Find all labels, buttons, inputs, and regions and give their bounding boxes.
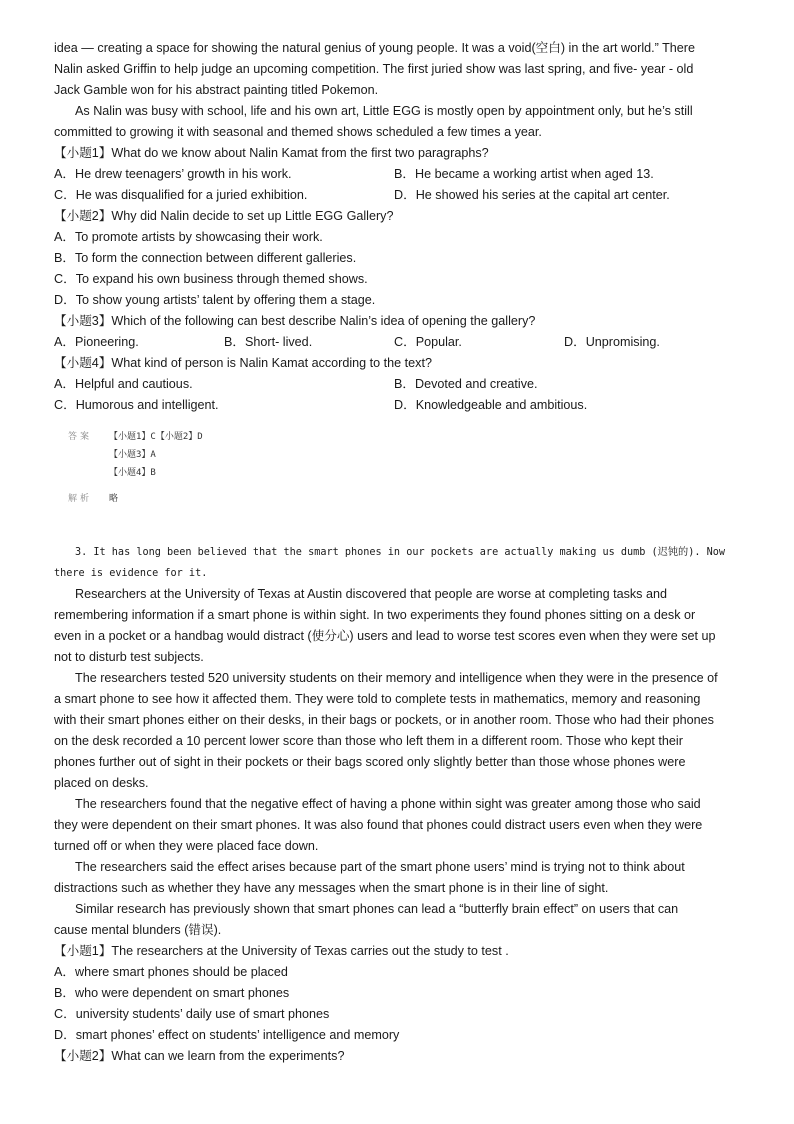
text-line: The researchers tested 520 university students on their memory and intelligence when they were in the presence of: [75, 671, 718, 685]
text-line: remembering information if a smart phone is within sight. In two experiments they found phones sitting on a desk or: [54, 608, 696, 622]
option-b: B．To form the connection between different galleries.: [54, 251, 357, 265]
option-c: C．Popular.: [394, 335, 462, 349]
option-a: A．He drew teenagers’ growth in his work.: [54, 167, 292, 181]
option-b: B．He became a working artist when aged 13.: [394, 167, 654, 181]
passage-3-question-1: [54, 941, 744, 1046]
text-line: Nalin asked Griffin to help judge an upcoming competition. The first juried show was last spring, and five- year - old: [54, 62, 694, 76]
text-line: The researchers said the effect arises because part of the smart phone users’ mind is trying not to think about: [75, 860, 685, 874]
answer-line: 【小题1】C【小题2】D: [109, 432, 203, 442]
answer-block: [54, 425, 744, 513]
text-line: As Nalin was busy with school, life and his own art, Little EGG is mostly open by appointment only, but he’s still: [75, 104, 693, 118]
question-stem: 【小题3】Which of the following can best describe Nalin’s idea of opening the gallery?: [54, 314, 536, 328]
text-line: Researchers at the University of Texas at Austin discovered that people are worse at completing tasks and: [75, 587, 667, 601]
passage-3-body: [54, 584, 744, 941]
question-1: [54, 143, 744, 206]
passage-tail: [54, 38, 744, 143]
heading-line: there is evidence for it.: [54, 568, 208, 579]
answer-line: 【小题4】B: [109, 468, 156, 478]
question-stem: 【小题4】What kind of person is Nalin Kamat according to the text?: [54, 356, 432, 370]
option-a: A．where smart phones should be placed: [54, 965, 288, 979]
question-stem: 【小题2】What can we learn from the experiments?: [54, 1049, 345, 1063]
option-b: B．Devoted and creative.: [394, 377, 538, 391]
question-4: [54, 353, 744, 416]
question-stem: 【小题1】What do we know about Nalin Kamat from the first two paragraphs?: [54, 146, 489, 160]
text-line: they were dependent on their smart phones. It was also found that phones could distract users even when they were: [54, 818, 703, 832]
option-b: B．Short- lived.: [224, 335, 313, 349]
text-line: committed to growing it with seasonal and themed shows scheduled a few times a year.: [54, 125, 542, 139]
text-line: a smart phone to see how it affected them. They were told to complete tests in mathematics, memory and reasoning: [54, 692, 701, 706]
answer-line: 【小题3】A: [109, 450, 156, 460]
option-d: D．Knowledgeable and ambitious.: [394, 398, 588, 412]
option-d: D．To show young artists’ talent by offering them a stage.: [54, 293, 376, 307]
text-line: The researchers found that the negative effect of having a phone within sight was greater among those who said: [75, 797, 701, 811]
option-c: C．He was disqualified for a juried exhibition.: [54, 188, 308, 202]
text-line: distractions such as whether they have any messages when the smart phone is in their line of sight.: [54, 881, 609, 895]
option-c: C．Humorous and intelligent.: [54, 398, 219, 412]
passage-3-heading: [54, 542, 744, 584]
answer-label: 答案: [68, 432, 93, 442]
heading-line: 3. It has long been believed that the smart phones in our pockets are actually making us dumb (迟钝的). Now: [75, 547, 726, 558]
text-line: even in a pocket or a handbag would distract (使分心) users and lead to worse test scores even when they were set up: [54, 629, 716, 643]
text-line: Jack Gamble won for his abstract painting titled Pokemon.: [54, 83, 379, 97]
text-line: idea — creating a space for showing the natural genius of young people. It was a void(空白) in the art world.” There: [54, 41, 695, 55]
text-line: on the desk recorded a 10 percent lower score than those who left them in a different room. Those who kept their: [54, 734, 683, 748]
option-a: A．Pioneering.: [54, 335, 139, 349]
question-2: [54, 206, 744, 311]
option-c: C．university students’ daily use of smart phones: [54, 1007, 330, 1021]
analysis-text: 略: [109, 494, 119, 504]
option-a: A．To promote artists by showcasing their work.: [54, 230, 323, 244]
option-b: B．who were dependent on smart phones: [54, 986, 290, 1000]
passage-3-question-2: [54, 1046, 744, 1067]
text-line: turned off or when they were placed face down.: [54, 839, 319, 853]
text-line: not to disturb test subjects.: [54, 650, 204, 664]
question-3: [54, 311, 744, 353]
text-line: cause mental blunders (错误).: [54, 923, 222, 937]
text-line: Similar research has previously shown that smart phones can lead a “butterfly brain effect” on users that can: [75, 902, 679, 916]
text-line: phones further out of sight in their pockets or their bags scored only slightly better than those whose phones were: [54, 755, 686, 769]
document-page: [54, 38, 744, 1067]
option-a: A．Helpful and cautious.: [54, 377, 193, 391]
option-d: D．Unpromising.: [564, 335, 660, 349]
text-line: placed on desks.: [54, 776, 149, 790]
analysis-label: 解析: [68, 494, 93, 504]
question-stem: 【小题2】Why did Nalin decide to set up Little EGG Gallery?: [54, 209, 394, 223]
option-d: D．He showed his series at the capital art center.: [394, 188, 670, 202]
option-d: D．smart phones’ effect on students’ intelligence and memory: [54, 1028, 400, 1042]
text-line: with their smart phones either on their desks, in their bags or pockets, or in another room. Those who had their phones: [54, 713, 714, 727]
option-c: C．To expand his own business through themed shows.: [54, 272, 368, 286]
question-stem: 【小题1】The researchers at the University of Texas carries out the study to test .: [54, 944, 509, 958]
